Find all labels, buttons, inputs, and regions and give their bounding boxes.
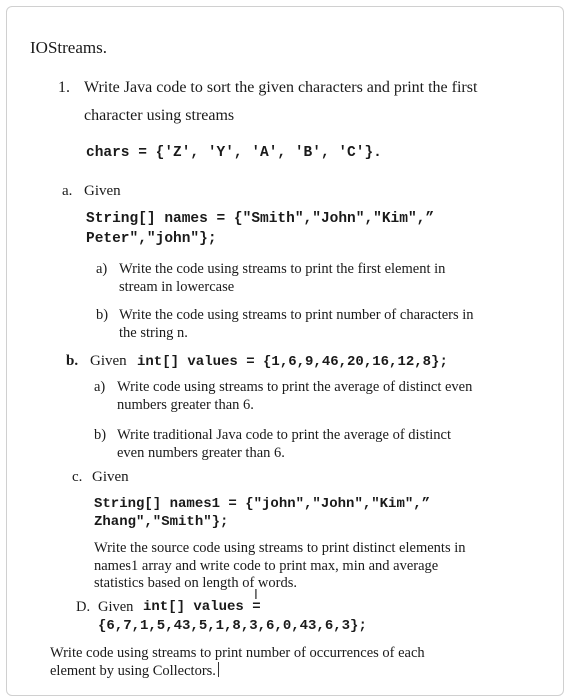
part-b-sub-b-line2: even numbers greater than 6. (117, 445, 285, 461)
part-a-sub-a-line1: Write the code using streams to print the first element in (119, 261, 446, 277)
part-b-code: int[] values = {1,6,9,46,20,16,12,8}; (137, 354, 448, 370)
text-cursor-icon: I (254, 588, 258, 603)
part-c-code-line2: Zhang","Smith"}; (94, 514, 229, 530)
q1-line2: character using streams (84, 107, 235, 124)
part-b-marker: b. (66, 353, 79, 369)
part-a-code-line2: Peter","john"}; (86, 231, 217, 247)
part-b-sub-a-line1: Write code using streams to print the average of distinct even (117, 379, 473, 395)
part-b-sub-b-marker: b) (94, 427, 107, 443)
part-c-given: Given (92, 469, 129, 485)
part-a-sub-b-marker: b) (96, 307, 109, 323)
part-c-text-line2: names1 array and write code to print max, min and average (94, 558, 439, 574)
part-a-sub-a-marker: a) (96, 261, 108, 277)
part-b-sub-a-line2: numbers greater than 6. (117, 397, 254, 413)
part-a-sub-b-line2: the string n. (119, 325, 188, 341)
part-a-sub-b-line1: Write the code using streams to print number of characters in (119, 307, 474, 323)
part-a-code-line1: String[] names = {"Smith","John","Kim",” (86, 211, 435, 227)
part-b-sub-a-marker: a) (94, 379, 106, 395)
doc-title: IOStreams. (30, 38, 107, 57)
part-a-given: Given (84, 183, 121, 199)
part-a-marker: a. (62, 183, 73, 199)
part-b-sub-b-line1: Write traditional Java code to print the average of distinct (117, 427, 452, 443)
q1-line1: Write Java code to sort the given characters and print the first (84, 79, 478, 96)
part-d-code-line1: int[] values = (143, 599, 261, 615)
part-c-text-line1: Write the source code using streams to print distinct elements in (94, 540, 466, 556)
part-d-code-line2: {6,7,1,5,43,5,1,8,3,6,0,43,6,3}; (98, 618, 367, 634)
part-c-marker: c. (72, 469, 83, 485)
part-d-text-line1: Write code using streams to print number of occurrences of each (50, 645, 425, 661)
part-c-code-line1: String[] names1 = {"john","John","Kim",” (94, 496, 431, 512)
q1-number: 1. (58, 79, 70, 96)
text-caret (218, 662, 219, 677)
part-d-text-line2-row[interactable] (50, 662, 219, 680)
part-c-text-line3: statistics based on length of words. (94, 575, 297, 591)
part-d-text-line2: element by using Collectors. (50, 663, 216, 679)
part-d-given: Given (98, 599, 134, 615)
part-b-given: Given (90, 353, 127, 369)
part-d-marker: D. (76, 599, 91, 615)
q1-code: chars = {'Z', 'Y', 'A', 'B', 'C'}. (86, 145, 382, 161)
part-a-sub-a-line2: stream in lowercase (119, 279, 235, 295)
